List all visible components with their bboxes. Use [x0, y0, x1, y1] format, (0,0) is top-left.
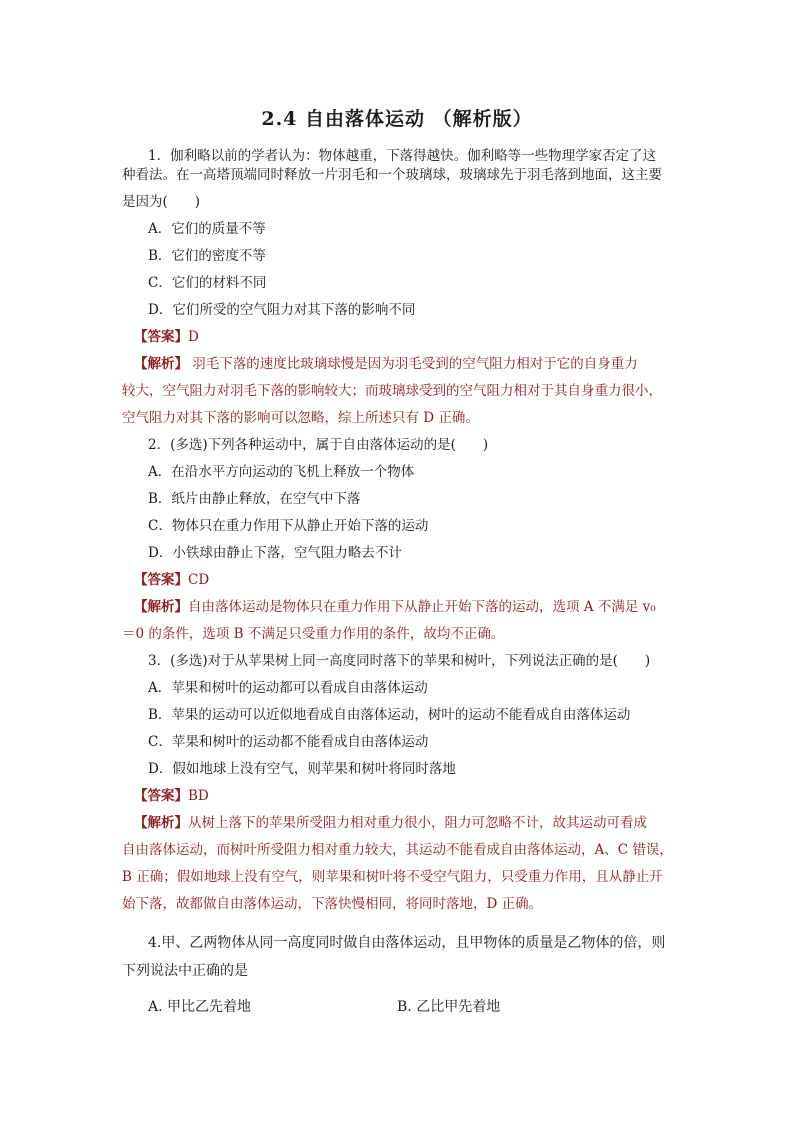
- q4-option-b: B. 乙比甲先着地: [397, 999, 501, 1015]
- analysis-text: 从树上落下的苹果所受阻力相对重力很小，阻力可忽略不计，故其运动可看成: [188, 815, 647, 831]
- q1-analysis-line-3: 空气阻力对其下落的影响可以忽略，综上所述只有 D 正确。: [122, 410, 479, 426]
- q2-stem: 2．(多选)下列各种运动中，属于自由落体运动的是( ): [148, 437, 489, 453]
- analysis-label: 【解析】: [134, 599, 188, 615]
- q3-analysis-line-1: [134, 813, 647, 833]
- q1-option-c: C．它们的材料不同: [148, 275, 267, 291]
- q2-option-a: A．在沿水平方向运动的飞机上释放一个物体: [148, 464, 415, 480]
- answer-value: BD: [188, 788, 209, 804]
- q4-stem-line-1: 4.甲、乙两物体从同一高度同时做自由落体运动，且甲物体的质量是乙物体的倍，则: [148, 935, 666, 951]
- answer-label: 【答案】: [134, 572, 188, 588]
- q1-stem-line-1: 1．伽利略以前的学者认为：物体越重，下落得越快。伽利略等一些物理学家否定了这: [148, 148, 657, 164]
- q3-analysis-line-4: 始下落，故都做自由落体运动，下落快慢相同，将同时落地，D 正确。: [122, 896, 543, 912]
- q4-stem-line-2: 下列说法中正确的是: [122, 963, 248, 979]
- q2-option-b: B．纸片由静止释放，在空气中下落: [148, 491, 361, 507]
- q2-option-d: D．小铁球由静止下落，空气阻力略去不计: [148, 545, 402, 561]
- analysis-text: 自由落体运动是物体只在重力作用下从静止开始下落的运动，选项 A 不满足 v₀: [188, 599, 656, 615]
- page-title: 2.4 自由落体运动 （解析版）: [261, 108, 533, 130]
- q3-stem: 3．(多选)对于从苹果树上同一高度同时落下的苹果和树叶，下列说法正确的是( ): [148, 653, 651, 669]
- answer-label: 【答案】: [134, 788, 188, 804]
- q2-analysis-line-2: ＝0 的条件，选项 B 不满足只受重力作用的条件，故均不正确。: [122, 626, 505, 642]
- q3-analysis-line-2: 自由落体运动，而树叶所受阻力相对重力较大，其运动不能看成自由落体运动，A、C 错误，: [122, 842, 673, 858]
- q3-option-a: A．苹果和树叶的运动都可以看成自由落体运动: [148, 680, 428, 696]
- q3-analysis-line-3: B 正确；假如地球上没有空气，则苹果和树叶将不受空气阻力，只受重力作用，且从静止开: [122, 869, 663, 885]
- q2-answer: [134, 570, 209, 590]
- q3-option-d: D．假如地球上没有空气，则苹果和树叶将同时落地: [148, 761, 456, 777]
- analysis-label: 【解析】: [134, 356, 188, 372]
- answer-value: CD: [188, 572, 210, 588]
- q1-option-b: B．它们的密度不等: [148, 248, 266, 264]
- q4-option-a: A. 甲比乙先着地: [148, 999, 252, 1015]
- answer-value: D: [188, 329, 199, 345]
- q1-analysis-line-2: 较大，空气阻力对羽毛下落的影响较大；而玻璃球受到的空气阻力相对于其自身重力很小，: [122, 383, 662, 399]
- q1-stem-line-2: 种看法。在一高塔顶端同时释放一片羽毛和一个玻璃球，玻璃球先于羽毛落到地面，这主要: [122, 167, 662, 183]
- q1-stem-line-3: 是因为( ): [122, 194, 201, 210]
- q1-option-d: D．它们所受的空气阻力对其下落的影响不同: [148, 302, 416, 318]
- analysis-label: 【解析】: [134, 815, 188, 831]
- q3-option-b: B．苹果的运动可以近似地看成自由落体运动，树叶的运动不能看成自由落体运动: [148, 707, 631, 723]
- q1-answer: [134, 327, 199, 347]
- q1-analysis-line-1: [134, 354, 638, 374]
- q1-option-a: A．它们的质量不等: [148, 221, 266, 237]
- answer-label: 【答案】: [134, 329, 188, 345]
- q3-option-c: C．苹果和树叶的运动都不能看成自由落体运动: [148, 734, 429, 750]
- q3-answer: [134, 786, 209, 806]
- q2-option-c: C．物体只在重力作用下从静止开始下落的运动: [148, 518, 429, 534]
- q2-analysis-line-1: [134, 597, 656, 617]
- analysis-text: 羽毛下落的速度比玻璃球慢是因为羽毛受到的空气阻力相对于它的自身重力: [188, 356, 638, 372]
